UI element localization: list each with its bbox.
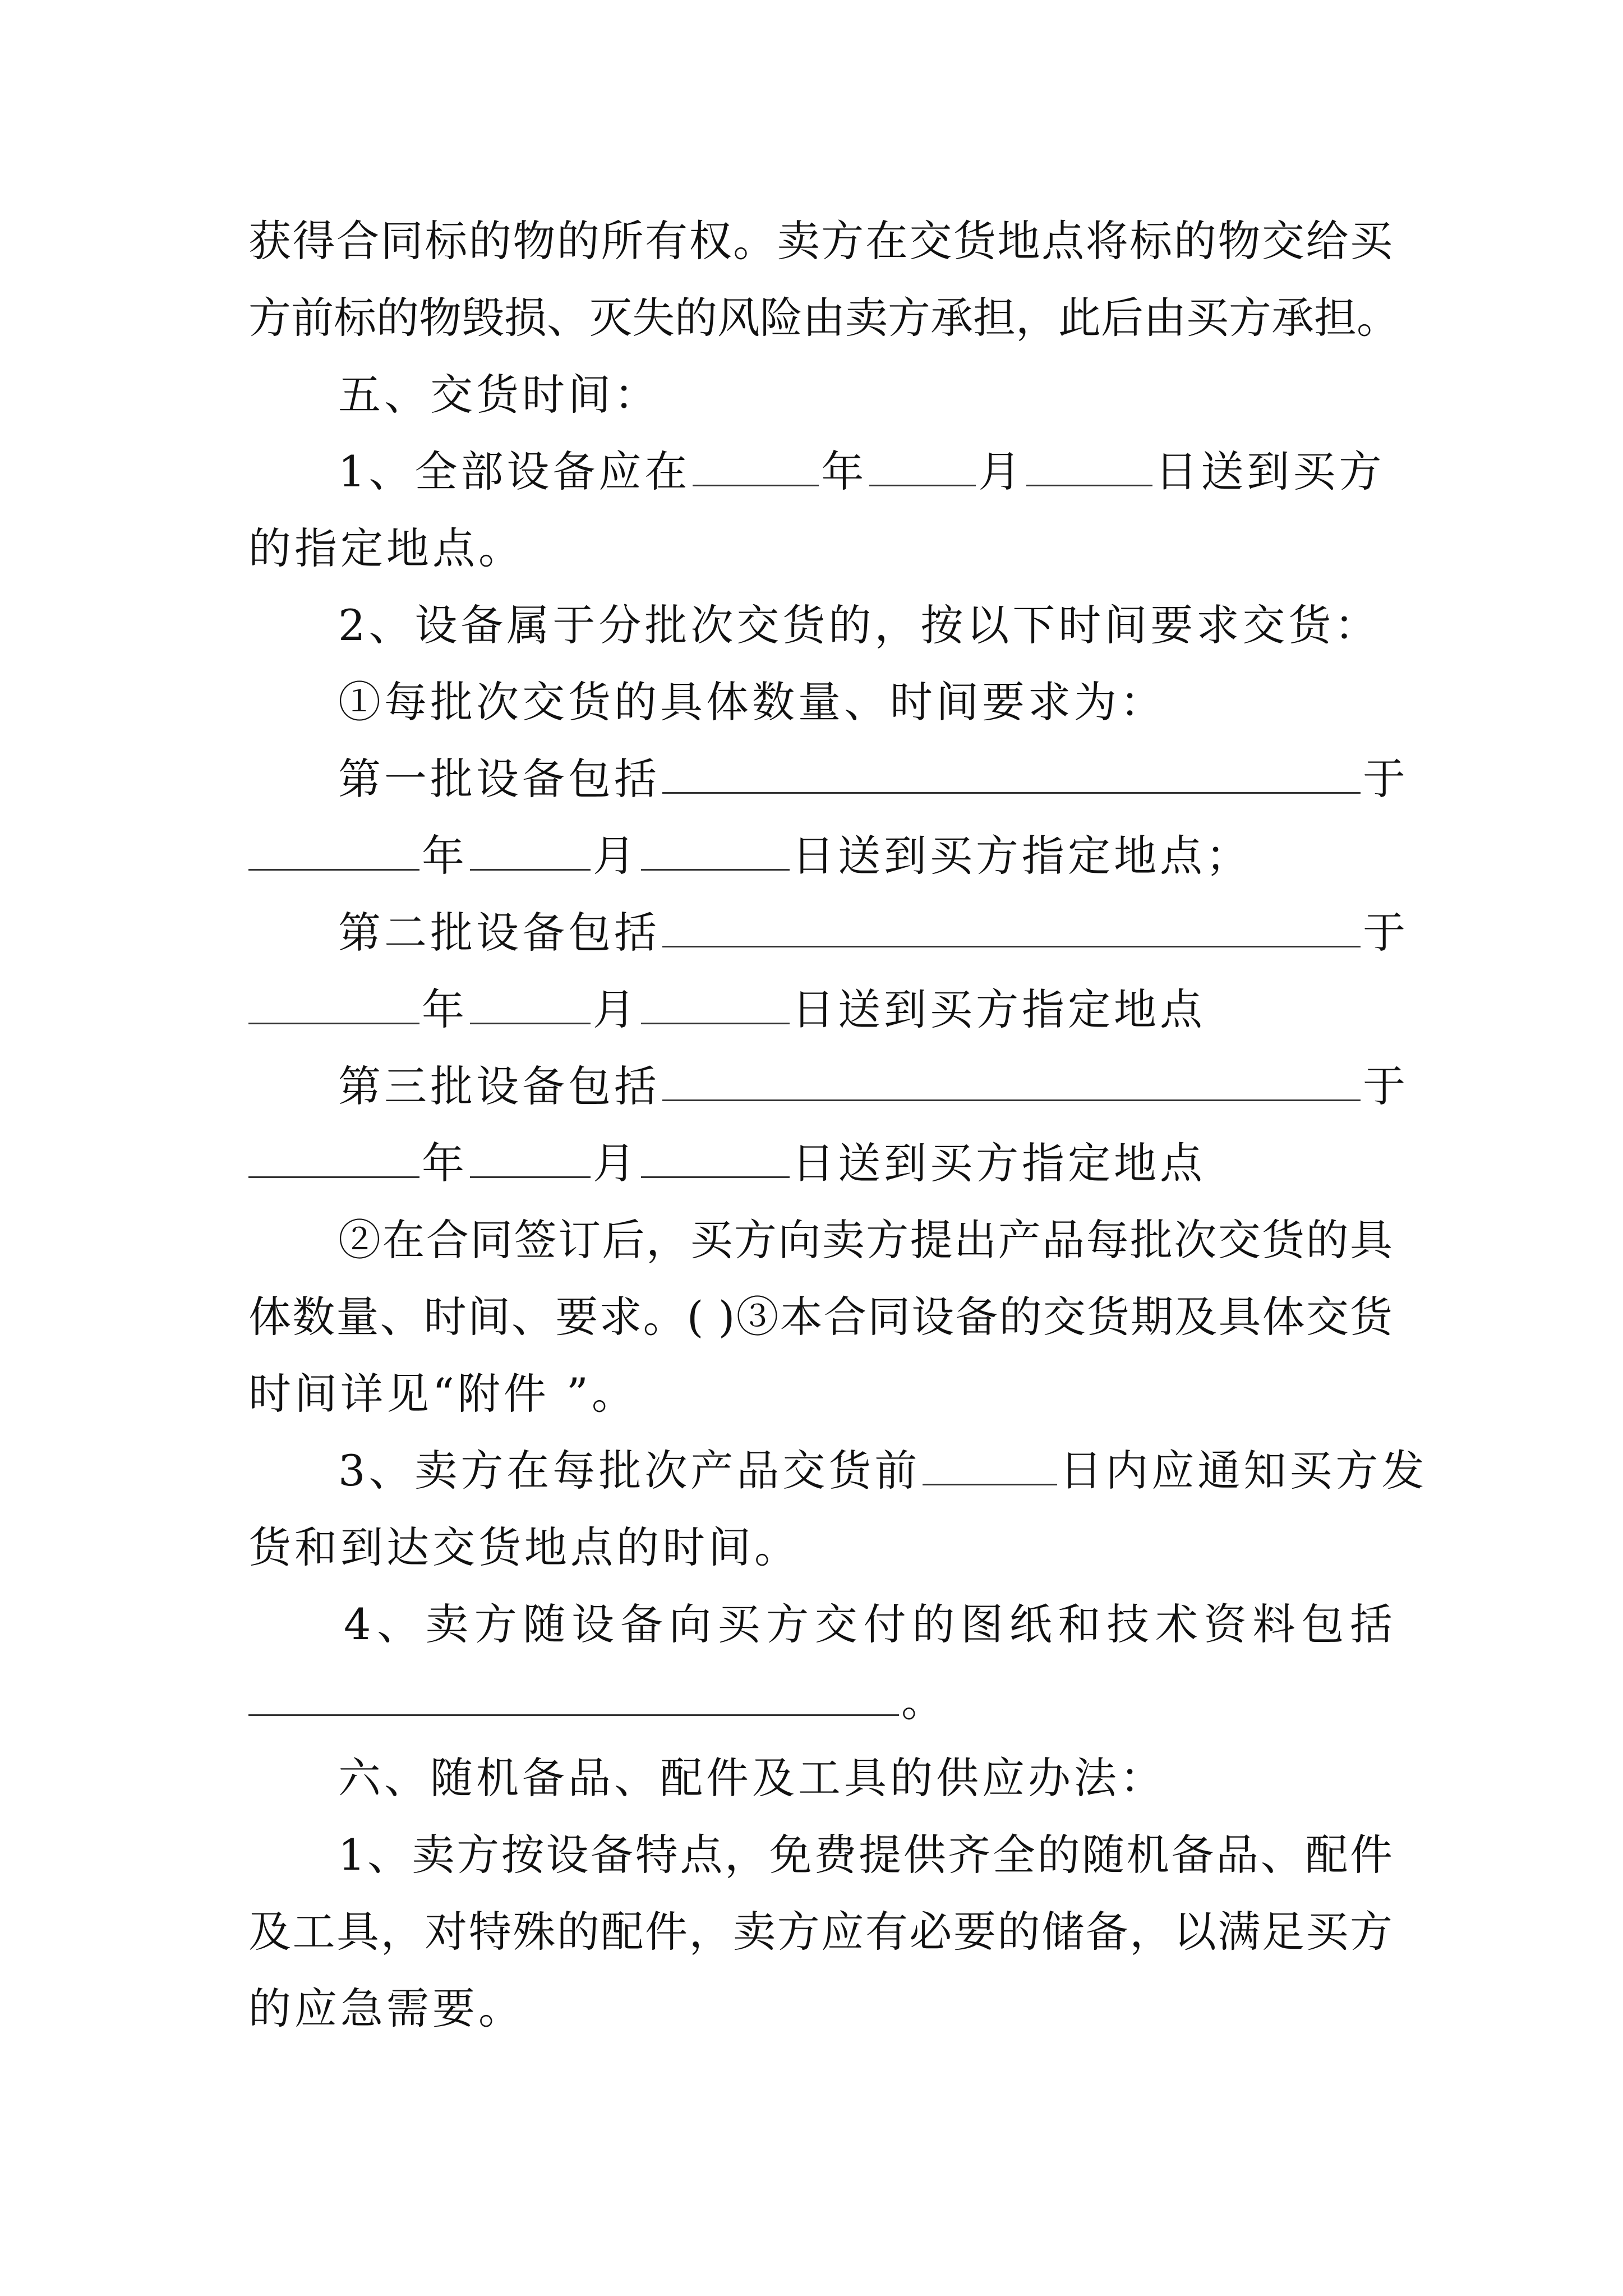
text-fragment: 年	[422, 1138, 468, 1188]
blank-batch-1-items[interactable]	[662, 748, 1361, 794]
text-fragment: 。	[901, 1676, 947, 1726]
text-fragment: 于	[1363, 754, 1409, 804]
batch-2-line	[248, 899, 1409, 967]
batch-1-line	[248, 746, 1409, 813]
text-fragment: 日送到买方指定地点；	[792, 831, 1252, 881]
text-line: 及工具，对特殊的配件，卖方应有必要的储备，以满足买方	[248, 1907, 1393, 1957]
text-line-delivery-date	[248, 438, 1393, 505]
blank-day[interactable]	[641, 825, 790, 871]
text-fragment: 日送到买方	[1155, 447, 1385, 496]
blank-drawings[interactable]	[248, 1671, 899, 1716]
blank-year[interactable]	[693, 441, 819, 486]
blank-month[interactable]	[470, 825, 591, 871]
notice-days-line	[248, 1437, 1428, 1504]
text-line: 时间详见“附件 ”。	[248, 1369, 638, 1419]
text-fragment: 于	[1363, 1061, 1409, 1111]
text-line: ①每批次交货的具体数量、时间要求为：	[338, 677, 1166, 727]
text-fragment: 日内应通知买方发	[1059, 1446, 1428, 1496]
text-fragment: 第三批设备包括	[338, 1061, 660, 1111]
blank-day[interactable]	[641, 1133, 790, 1178]
batch-3-date-line	[248, 1130, 1393, 1197]
blank-year[interactable]	[248, 979, 419, 1024]
blank-year[interactable]	[248, 825, 419, 871]
text-fragment: 第二批设备包括	[338, 908, 660, 958]
text-line: 的指定地点。	[248, 523, 524, 573]
text-line: 1、卖方按设备特点，免费提供齐全的随机备品、配件	[338, 1830, 1393, 1880]
text-line: 4、卖方随设备向买方交付的图纸和技术资料包括	[344, 1599, 1393, 1649]
blank-day[interactable]	[641, 979, 790, 1024]
blank-year[interactable]	[248, 1133, 419, 1178]
document-page	[248, 0, 1428, 2296]
text-line: 获得合同标的物的所有权。卖方在交货地点将标的物交给买	[248, 216, 1393, 266]
batch-3-line	[248, 1053, 1409, 1120]
blank-month[interactable]	[470, 1133, 591, 1178]
blank-day[interactable]	[1026, 441, 1152, 486]
drawings-blank-line	[248, 1668, 1393, 1735]
text-line: ②在合同签订后，买方向卖方提出产品每批次交货的具	[338, 1215, 1393, 1265]
text-fragment: 第一批设备包括	[338, 754, 660, 804]
text-fragment: 年	[821, 447, 868, 496]
text-fragment: 3、卖方在每批次产品交货前	[338, 1446, 921, 1496]
text-fragment: 月	[593, 1138, 639, 1188]
text-fragment: 月	[593, 831, 639, 881]
text-line: 货和到达交货地点的时间。	[248, 1522, 800, 1572]
text-line: 的应急需要。	[248, 1984, 524, 2033]
blank-days[interactable]	[923, 1440, 1057, 1485]
blank-batch-2-items[interactable]	[662, 902, 1361, 947]
text-fragment: 日送到买方指定地点	[792, 1138, 1206, 1188]
batch-1-date-line	[248, 822, 1393, 890]
blank-month[interactable]	[869, 441, 976, 486]
blank-month[interactable]	[470, 979, 591, 1024]
batch-2-date-line	[248, 976, 1393, 1043]
text-fragment: 年	[422, 831, 468, 881]
text-fragment: 年	[422, 984, 468, 1034]
section-heading-spare-parts: 六、随机备品、配件及工具的供应办法：	[338, 1753, 1166, 1803]
text-fragment: 月	[593, 984, 639, 1034]
text-fragment: 月	[978, 447, 1025, 496]
text-fragment: 1、全部设备应在	[338, 447, 691, 496]
text-line: 2、设备属于分批次交货的，按以下时间要求交货：	[338, 600, 1381, 650]
blank-batch-3-items[interactable]	[662, 1056, 1361, 1101]
text-fragment: 日送到买方指定地点	[792, 984, 1206, 1034]
text-line: 方前标的物毁损、灭失的风险由卖方承担，此后由买方承担。	[248, 293, 1399, 343]
text-fragment: 于	[1363, 908, 1409, 958]
text-line: 体数量、时间、要求。( )③本合同设备的交货期及具体交货	[248, 1292, 1393, 1342]
section-heading-delivery-time: 五、交货时间：	[338, 370, 660, 420]
